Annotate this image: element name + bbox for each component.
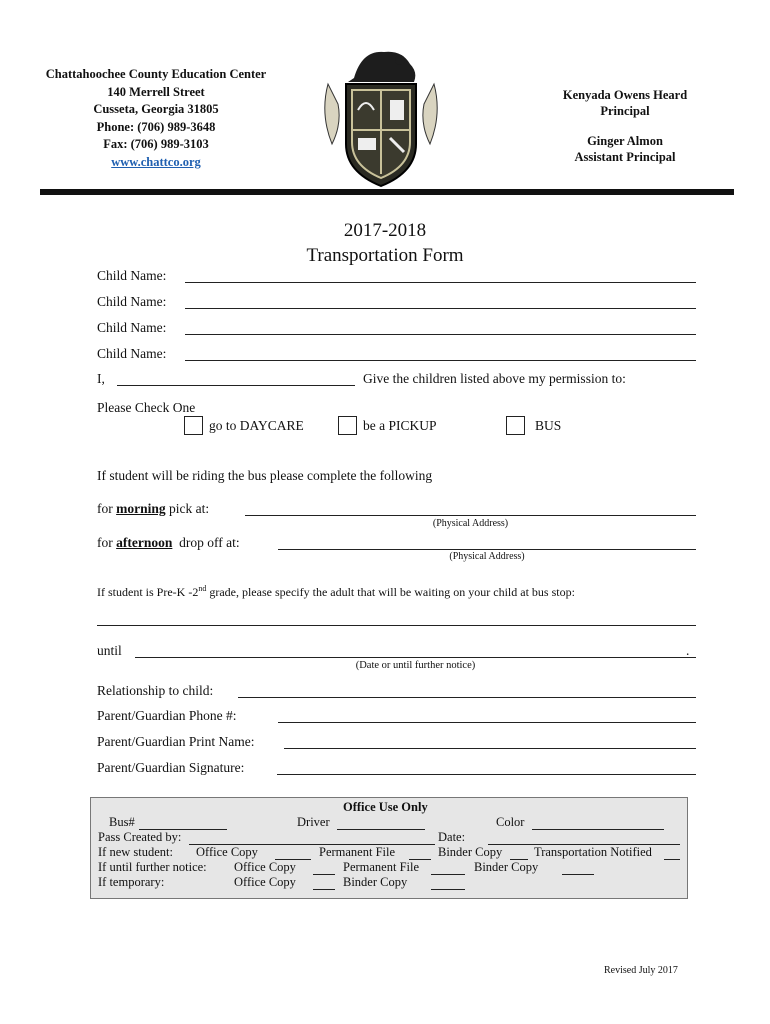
pass-created-label: Pass Created by: (98, 830, 182, 844)
school-address-block (40, 66, 272, 171)
morning-address-hint: (Physical Address) (432, 518, 509, 529)
school-city: Cusseta, Georgia 31805 (93, 102, 219, 116)
until-permanent-file-label: Permanent File (343, 860, 420, 874)
school-fax: Fax: (706) 989-3103 (103, 137, 209, 151)
prek-instruction: If student is Pre-K -2nd grade, please specify the adult that will be waiting on your child at bus stop: (97, 584, 575, 599)
temporary-label: If temporary: (98, 875, 165, 889)
bus-label: BUS (535, 418, 562, 433)
office-use-box (90, 797, 688, 899)
until-office-copy-field[interactable] (313, 874, 335, 875)
color-label: Color (496, 815, 525, 829)
principal-title: Principal (600, 104, 650, 118)
bus-checkbox[interactable] (506, 416, 525, 435)
child-name-field-2[interactable] (185, 308, 696, 309)
until-date-field[interactable] (135, 657, 696, 658)
header-divider (40, 189, 734, 195)
pickup-label: be a PICKUP (363, 418, 437, 433)
until-binder-copy-label: Binder Copy (474, 860, 539, 874)
child-name-field-1[interactable] (185, 282, 696, 283)
until-label: until (97, 643, 122, 658)
assistant-principal-name: Ginger Almon (587, 134, 663, 148)
guardian-name-field[interactable] (117, 385, 355, 386)
until-office-copy-label: Office Copy (234, 860, 296, 874)
pickup-checkbox[interactable] (338, 416, 357, 435)
i-label: I, (97, 371, 105, 386)
new-permanent-file-label: Permanent File (319, 845, 396, 859)
temp-binder-copy-field[interactable] (431, 889, 465, 890)
afternoon-label: for afternoon drop off at: (97, 535, 240, 550)
signature-label: Parent/Guardian Signature: (97, 760, 245, 775)
school-website-link[interactable]: www.chattco.org (111, 154, 201, 169)
temp-office-copy-label: Office Copy (234, 875, 296, 889)
school-crest-logo (318, 44, 444, 190)
print-name-field[interactable] (284, 748, 696, 749)
child-name-label-1: Child Name: (97, 268, 167, 283)
child-name-label-4: Child Name: (97, 346, 167, 361)
phone-field[interactable] (278, 722, 696, 723)
temp-binder-copy-label: Binder Copy (343, 875, 408, 889)
principal-name: Kenyada Owens Heard (562, 88, 688, 102)
transportation-notified-label: Transportation Notified (534, 845, 652, 859)
permission-text: Give the children listed above my permission to: (363, 371, 626, 386)
new-office-copy-label: Office Copy (196, 845, 258, 859)
assistant-principal-title: Assistant Principal (574, 150, 676, 164)
bus-instruction: If student will be riding the bus please complete the following (97, 468, 433, 483)
transportation-notified-field[interactable] (664, 859, 680, 860)
phone-label: Parent/Guardian Phone #: (97, 708, 237, 723)
revised-date: Revised July 2017 (604, 965, 678, 976)
until-date-hint: (Date or until further notice) (355, 660, 476, 671)
driver-field[interactable] (337, 829, 425, 830)
new-student-label: If new student: (98, 845, 173, 859)
print-name-label: Parent/Guardian Print Name: (97, 734, 255, 749)
afternoon-address-field[interactable] (278, 549, 696, 550)
until-binder-copy-field[interactable] (562, 874, 594, 875)
relationship-field[interactable] (238, 697, 696, 698)
office-date-label: Date: (438, 830, 466, 844)
morning-label: for morning pick at: (97, 501, 210, 516)
child-name-label-3: Child Name: (97, 320, 167, 335)
daycare-label: go to DAYCARE (209, 418, 304, 433)
until-permanent-file-field[interactable] (431, 874, 465, 875)
bus-stop-adult-field[interactable] (97, 625, 696, 626)
child-name-field-4[interactable] (185, 360, 696, 361)
until-period: . (686, 643, 690, 658)
driver-label: Driver (297, 815, 330, 829)
child-name-label-2: Child Name: (97, 294, 167, 309)
temp-office-copy-field[interactable] (313, 889, 335, 890)
administration-block (548, 87, 702, 165)
office-use-title: Office Use Only (343, 800, 428, 814)
form-title: Transportation Form (306, 245, 464, 266)
morning-address-field[interactable] (245, 515, 696, 516)
child-name-field-3[interactable] (185, 334, 696, 335)
color-field[interactable] (532, 829, 664, 830)
school-phone: Phone: (706) 989-3648 (96, 119, 216, 134)
daycare-checkbox[interactable] (184, 416, 203, 435)
school-name: Chattahoochee County Education Center (45, 67, 267, 81)
school-street: 140 Merrell Street (107, 84, 205, 99)
signature-field[interactable] (277, 774, 696, 775)
until-further-notice-label: If until further notice: (98, 860, 207, 874)
new-binder-copy-label: Binder Copy (438, 845, 503, 859)
form-year: 2017-2018 (343, 220, 427, 241)
relationship-label: Relationship to child: (97, 683, 214, 698)
check-one-prompt: Please Check One (97, 400, 196, 415)
bus-number-label: Bus# (109, 815, 135, 829)
afternoon-address-hint: (Physical Address) (449, 551, 525, 562)
